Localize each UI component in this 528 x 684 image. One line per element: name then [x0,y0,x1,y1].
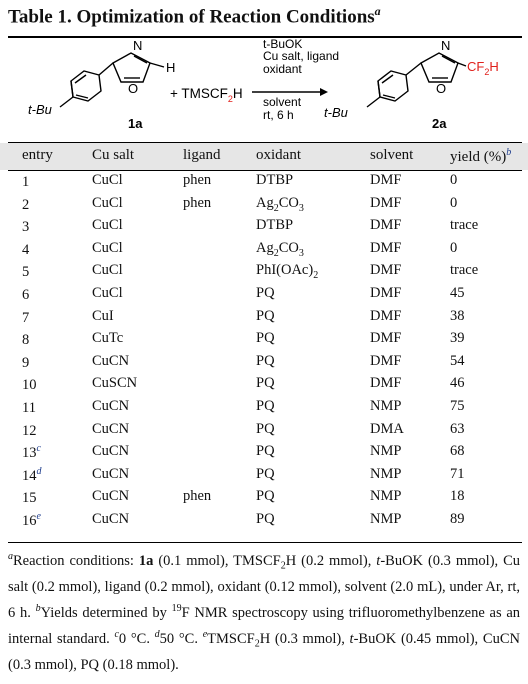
header-yield: yield (%)$^b$ [450,147,512,165]
cell-oxidant: PQ [256,284,275,301]
cell-cu-salt: CuTc [92,330,124,347]
cell-cu-salt: CuCl [92,172,123,188]
cell-oxidant: PQ [256,420,275,437]
cf2h-label: $CF_2H$ [467,59,499,77]
cell-entry: 2 [22,196,30,213]
header-solvent: solvent [370,147,414,163]
table-bottom-rule [8,542,522,543]
cell-oxidant: PQ [256,352,275,369]
cell-solvent: DMA [370,420,404,437]
header-entry: entry [22,147,53,163]
cell-oxidant: PQ [256,488,275,505]
cell-cu-salt: CuCl [92,284,123,301]
cell-oxidant: PQ [256,465,275,482]
ring-o-label-product: O [436,81,447,96]
cell-entry: 10 [22,377,37,394]
cell-entry: 7 [22,309,30,326]
table-row [0,308,528,331]
cell-solvent: NMP [370,397,402,414]
cell-oxidant: $Ag_2CO_3$ [256,239,304,259]
condition-oxidant: oxidant [263,62,302,76]
table-row [0,172,528,195]
table-row [0,375,528,398]
cell-solvent: DMF [370,307,402,324]
cell-solvent: DMF [370,375,402,392]
cell-entry: 8 [22,331,30,348]
cell-oxidant: DTBP [256,217,294,234]
reaction-scheme [0,37,528,139]
cell-cu-salt: CuCN [92,510,130,527]
cell-solvent: NMP [370,443,402,460]
cell-yield: 45 [450,284,465,301]
table-row [0,285,528,308]
table-row [0,353,528,376]
cell-yield: 68 [450,443,465,460]
cell-cu-salt: CuCl [92,262,123,279]
cell-solvent: DMF [370,172,402,188]
table-title: Table 1. Optimization of Reaction Conditions$^a$ [8,4,381,28]
cell-yield: 0 [450,239,458,256]
cell-cu-salt: CuCl [92,194,123,211]
cell-cu-salt: CuCl [92,217,123,234]
cell-yield: 0 [450,172,458,188]
cell-entry: 4 [22,241,30,258]
cell-cu-salt: CuCN [92,488,130,505]
cell-yield: 46 [450,375,465,392]
condition-cu-ligand: Cu salt, ligand [263,49,340,63]
tbu-label-product: t-Bu [324,105,348,120]
cell-cu-salt: CuCl [92,239,123,256]
cell-oxidant: PQ [256,307,275,324]
cell-solvent: DMF [370,194,402,211]
h-label: H [166,60,176,75]
cell-solvent: DMF [370,262,402,279]
cell-solvent: DMF [370,330,402,347]
cell-yield: 0 [450,194,458,211]
cell-entry: 3 [22,219,30,236]
table-row [0,330,528,353]
cell-solvent: DMF [370,217,402,234]
cell-yield: 71 [450,465,465,482]
compound-1a-label: 1a [128,116,143,131]
table-footnotes: $^a$Reaction conditions: 1a (0.1 mmol), $TMSCF_2H$ (0.2 mmol), t-BuOK (0.3 mmol), Cu salt (0.2 mmol), ligand (0.2 mmol), oxidant (0.12 mmol), solvent (2.0 mL), under Ar, rt, 6 h. $^b$Yields determined by $^{19}$F NMR spectroscopy using trifluoromethylbenzene as an internal standard. $^c$0 °C. $^d$50 °C. $^eTMSCF_2H$ (0.3 mmol), t-BuOK (0.45 mmol), CuCN (0.3 mmol), PQ (0.18 mmol). [8,551,521,674]
cell-yield: 38 [450,307,465,324]
cell-oxidant: PQ [256,330,275,347]
tbu-label-start: t-Bu [28,102,52,117]
ring-n-label: N [133,38,143,53]
cell-cu-salt: CuCN [92,420,130,437]
table-row [0,488,528,511]
table-row [0,511,528,534]
cell-oxidant: $PhI(OAc)_2$ [256,262,319,282]
condition-base: t-BuOK [263,37,303,51]
condition-time: rt, 6 h [263,108,294,122]
cell-cu-salt: CuCN [92,352,130,369]
ring-o-label: O [128,81,139,96]
cell-entry: 9 [22,354,30,371]
table-body [0,172,528,534]
cell-oxidant: DTBP [256,172,294,188]
ring-n-label-product: N [441,38,451,53]
cell-yield: 63 [450,420,465,437]
header-cu-salt: Cu salt [92,147,135,163]
table-row [0,443,528,466]
table-row [0,466,528,489]
table-row [0,421,528,444]
cell-oxidant: PQ [256,397,275,414]
table-row [0,262,528,285]
cell-yield: 54 [450,352,465,369]
cell-entry: 1 [22,173,30,190]
cell-entry: 13$^c$ [22,443,41,461]
cell-entry: 16e [22,510,41,529]
cell-oxidant: PQ [256,443,275,460]
table-row [0,195,528,218]
cell-yield: 39 [450,330,465,347]
cell-entry: 6 [22,286,30,303]
header-ligand: ligand [183,147,221,163]
cell-yield: trace [450,217,479,234]
cell-ligand: phen [183,172,212,188]
cell-cu-salt: CuCN [92,397,130,414]
cell-entry: 14$^d$ [22,465,42,484]
cell-solvent: NMP [370,510,402,527]
cell-entry: 15 [22,490,37,507]
cell-yield: trace [450,262,479,279]
cell-solvent: NMP [370,465,402,482]
cell-cu-salt: CuSCN [92,375,138,392]
table-row [0,398,528,421]
cell-cu-salt: CuI [92,307,114,324]
cell-yield: 18 [450,488,465,505]
cell-solvent: DMF [370,352,402,369]
compound-2a-label: 2a [432,116,447,131]
cell-yield: 89 [450,510,465,527]
cell-oxidant: PQ [256,375,275,392]
cell-entry: 5 [22,264,30,281]
cell-solvent: DMF [370,284,402,301]
cell-oxidant: PQ [256,510,275,527]
table-row [0,240,528,263]
cell-oxidant: $Ag_2CO_3$ [256,194,304,214]
condition-solvent: solvent [263,95,302,109]
cell-entry: 11 [22,399,36,416]
cell-solvent: NMP [370,488,402,505]
cell-entry: 12 [22,422,37,439]
cell-cu-salt: CuCN [92,443,130,460]
reagent-label: + $TMSCF_2H$ [170,86,243,104]
header-bottom-rule [8,170,522,171]
cell-cu-salt: CuCN [92,465,130,482]
cell-yield: 75 [450,397,465,414]
header-oxidant: oxidant [256,147,301,163]
cell-solvent: DMF [370,239,402,256]
cell-ligand: phen [183,488,212,505]
table-row [0,217,528,240]
cell-ligand: phen [183,194,212,211]
